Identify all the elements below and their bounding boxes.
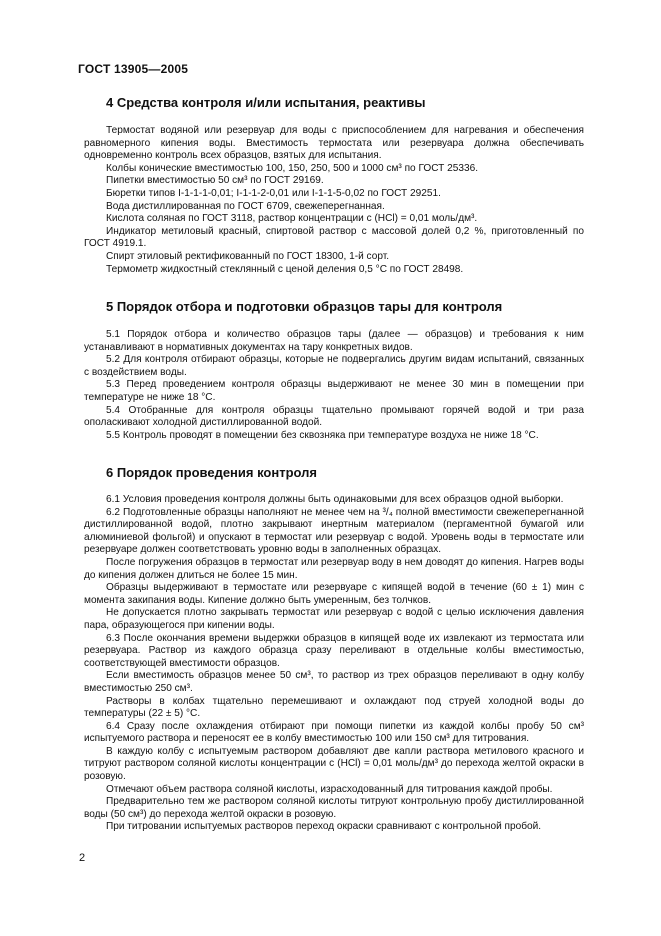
page-number: 2 <box>79 852 86 864</box>
section-6-body <box>84 494 584 834</box>
paragraph: Если вместимость образцов менее 50 см³, то раствор из трех образцов переливают в одну колбу вместимостью 250 см³. <box>84 670 584 694</box>
section-4-title: 4 Средства контроля и/или испытания, реактивы <box>106 95 426 110</box>
paragraph: Индикатор метиловый красный, спиртовой раствор с массовой долей 0,2 %, приготовленный по ГОСТ 4919.1. <box>84 225 584 250</box>
section-5-title: 5 Порядок отбора и подготовки образцов тары для контроля <box>106 299 503 314</box>
paragraph: Отмечают объем раствора соляной кислоты, израсходованный для титрования каждой пробы. <box>106 783 553 795</box>
paragraph: 6.1 Условия проведения контроля должны быть одинаковыми для всех образцов одной выборки. <box>106 494 564 505</box>
paragraph: Термостат водяной или резервуар для воды с приспособлением для нагревания и обеспечения равномерного кипения воды. Вместимость термостата или резервуара должна обеспечивать одновременно контроль всех образцов, взятых для испытания. <box>84 125 584 162</box>
paragraph: 5.1 Порядок отбора и количество образцов тары (далее — образцов) и требования к ним устанавливают в нормативных документах на тару конкретных видов. <box>84 329 584 353</box>
paragraph: 5.5 Контроль проводят в помещении без сквозняка при температуре воздуха не ниже 18 °C. <box>106 429 539 441</box>
paragraph: Растворы в колбах тщательно перемешивают и охлаждают под струей холодной воды до температуры (22 ± 5) °C. <box>84 695 584 720</box>
paragraph: Термометр жидкостный стеклянный с ценой деления 0,5 °C по ГОСТ 28498. <box>106 263 464 275</box>
section-4-body <box>84 125 584 276</box>
paragraph: Бюретки типов I-1-1-1-0,01; I-1-1-2-0,01 или I-1-1-5-0,02 по ГОСТ 29251. <box>106 187 441 199</box>
paragraph: 5.4 Отобранные для контроля образцы тщательно промывают горячей водой и три раза ополаскивают холодной дистиллированной водой. <box>84 404 584 429</box>
paragraph: После погружения образцов в термостат или резервуар воду в нем доводят до кипения. Нагрев воды до кипения должен длиться не более 15 мин. <box>84 556 584 581</box>
document-header: ГОСТ 13905—2005 <box>78 62 189 76</box>
paragraph: Спирт этиловый ректификованный по ГОСТ 18300, 1-й сорт. <box>106 250 390 262</box>
paragraph: Пипетки вместимостью 50 см³ по ГОСТ 29169. <box>106 175 324 187</box>
paragraph: Предварительно тем же раствором соляной кислоты титруют контрольную пробу дистиллированной воды (50 см³) до перехода желтой окраски в розовую. <box>84 796 584 820</box>
paragraph: Вода дистиллированная по ГОСТ 6709, свежеперегнанная. <box>106 200 385 212</box>
section-5-body <box>84 329 584 442</box>
paragraph: Колбы конические вместимостью 100, 150, 250, 500 и 1000 см³ по ГОСТ 25336. <box>106 162 478 174</box>
paragraph: В каждую колбу с испытуемым раствором добавляют две капли раствора метилового красного и титруют раствором соляной кислоты концентрации c (HCl) = 0,01 моль/дм³ до перехода желтой окраски в розовую. <box>84 745 584 783</box>
paragraph: 5.3 Перед проведением контроля образцы выдерживают не менее 30 мин в помещении при температуре не ниже 18 °C. <box>84 379 584 403</box>
paragraph: Кислота соляная по ГОСТ 3118, раствор концентрации c (HCl) = 0,01 моль/дм³. <box>106 213 478 225</box>
paragraph: 6.3 После окончания времени выдержки образцов в кипящей воде их извлекают из термостата или резервуара. Раствор из каждого образца сразу переливают в отдельные колбы вместимостью, соответствующей вместимости образцов. <box>84 632 584 669</box>
paragraph: 5.2 Для контроля отбирают образцы, которые не подвергались другим видам испытаний, связанных с воздействием воды. <box>84 354 584 378</box>
paragraph: Образцы выдерживают в термостате или резервуаре с кипящей водой в течение (60 ± 1) мин с момента закипания воды. Кипение должно быть умеренным, без толчков. <box>84 582 584 606</box>
paragraph: 6.2 Подготовленные образцы наполняют не менее чем на ³/₄ полной вместимости свежеперегнанной дистиллированной водой, плотно закрывают инертным материалом (пергаментной бумагой или алюминиевой фольгой) и опускают в термостат или резервуар с водой. Уровень воды в термостате или резервуаре должен соответствовать уровню воды в заполненных образцах. <box>84 506 584 556</box>
section-6-title: 6 Порядок проведения контроля <box>106 465 317 480</box>
paragraph: При титровании испытуемых растворов переход окраски сравнивают с контрольной пробой. <box>106 821 542 833</box>
paragraph: 6.4 Сразу после охлаждения отбирают при помощи пипетки из каждой колбы пробу 50 см³ испытуемого раствора и переносят ее в колбу вместимостью 100 или 150 см³ для титрования. <box>84 720 584 745</box>
paragraph: Не допускается плотно закрывать термостат или резервуар с водой с целью исключения давления пара, образующегося при кипении воды. <box>84 607 584 631</box>
